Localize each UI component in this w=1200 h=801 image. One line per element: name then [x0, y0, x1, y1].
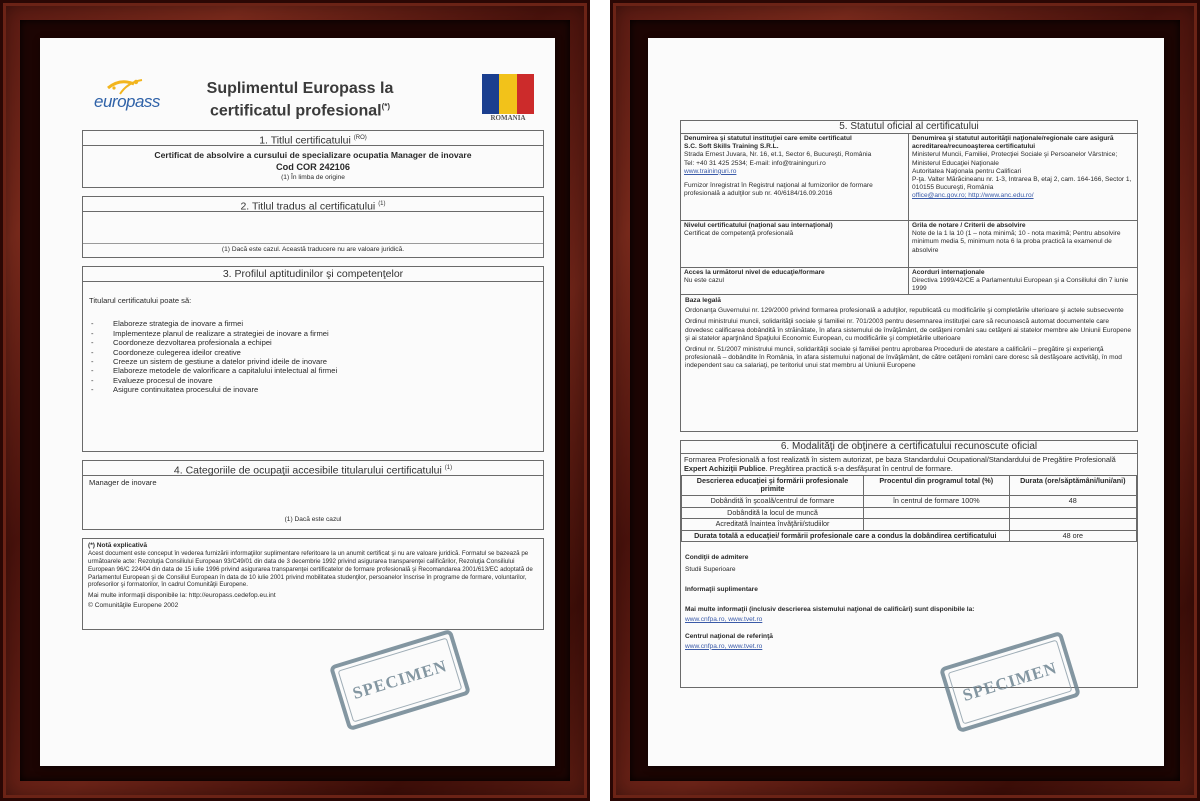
agreements-label: Acorduri internaţionale — [912, 269, 985, 276]
legal-item: Ordinul ministrului muncii, solidarităţii sociale şi familiei nr. 701/2003 pentru desemnarea instituţiei care să recunoască automat documentele care dovedesc calificarea dobândită în străinătate, în afara sistemului de învăţământ, de cetăţeni români sau cetăţeni ai statelor membre ale Uniunii Europene şi ai statelor aparţinând Spaţiului Economic European, cu modificările şi completările ulterioare — [685, 318, 1132, 342]
section-6-intro-bold: Expert Achiziţii Publice — [684, 464, 766, 474]
training-table — [681, 475, 1137, 543]
right-picture-frame — [610, 0, 1200, 801]
table-cell: Acreditată înaintea învăţării/studiilor — [682, 519, 864, 531]
table-cell: 48 — [1009, 496, 1136, 508]
authority-line: Autoritatea Naţionala pentru Calificari — [912, 167, 1022, 175]
legal-item: Ordinul nr. 51/2007 ministrului muncii, solidarităţii sociale şi familiei pentru aprobarea Procedurii de atestare a calificării – pregătire şi experienţă profesională – dobândite în România, în afara sistemului naţional de învăţământ, de către cetăţeni români care doresc să desfăşoare activităţi, în mod independent sau ca salariaţi, pe teritoriul unui stat membru al Uniunii Europene — [685, 346, 1122, 370]
level-cell — [681, 221, 909, 268]
issuer-name: S.C. Soft Skills Training S.R.L. — [684, 143, 779, 151]
table-row — [682, 519, 1137, 531]
certificate-title-line1: Certificat de absolvire a cursului de specializare ocupatia Manager de inovare — [154, 150, 472, 160]
table-cell — [1009, 519, 1136, 531]
occupation-value: Manager de inovare — [89, 478, 157, 487]
specimen-stamp — [329, 629, 471, 731]
list-item: - Elaboreze strategia de inovare a firmei — [83, 319, 543, 328]
table-cell — [864, 519, 1010, 531]
level-value: Certificat de competenţă profesională — [684, 230, 794, 238]
section-1-heading-text: 1. Titlul certificatului — [259, 134, 351, 147]
authority-cell — [909, 134, 1137, 221]
section-2-heading-text: 2. Titlul tradus al certificatului — [240, 200, 376, 213]
flag-stripe-blue — [482, 74, 499, 114]
section-4-heading — [83, 461, 543, 476]
section-5-box — [680, 120, 1138, 432]
section-2-body — [83, 212, 543, 243]
section-1-box — [82, 130, 544, 188]
specimen-stamp-text: SPECIMEN — [350, 656, 450, 703]
section-6-box — [680, 440, 1138, 688]
section-2-box — [82, 196, 544, 258]
list-item: - Asigure continuitatea procesului de inovare — [83, 385, 543, 394]
list-item: - Creeze un sistem de gestiune a datelor privind ideile de inovare — [83, 357, 543, 366]
table-header-row — [682, 475, 1137, 495]
legal-item: Ordonanţa Guvernului nr. 129/2000 privind formarea profesională a adulţilor, republicată cu modificările şi completările ulterioare şi actele subsecvente — [685, 307, 1124, 315]
more-info-label: Mai multe informaţii (inclusiv descrierea sistemului naţional de calificări) sunt disponibile la: — [685, 605, 975, 613]
table-header: Durata (ore/săptămâni/luni/ani) — [1009, 475, 1136, 495]
authority-label: Denumirea şi statutul autorităţii naţionale/regionale care asigură acreditarea/recunoaşterea certificatului — [912, 135, 1114, 151]
table-total-row — [682, 530, 1137, 542]
access-value: Nu este cazul — [684, 277, 724, 285]
note-title: (*) Notă explicativă — [88, 542, 147, 549]
section-6-intro-end: . Pregătirea practică s-a desfăşurat în centrul de formare. — [765, 464, 953, 474]
authority-line: Ministerul Muncii, Familiei, Protecţiei Sociale şi Persoanelor Vârstnice; — [912, 151, 1118, 159]
list-item: - Coordoneze culegerea ideilor creative — [83, 348, 543, 357]
list-item: - Implementeze planul de realizare a strategiei de inovare a firmei — [83, 329, 543, 338]
table-cell: în centrul de formare 100% — [864, 496, 1010, 508]
section-2-footnote: (1) Dacă este cazul. Această traducere nu are valoare juridică. — [83, 243, 543, 254]
authority-links[interactable]: office@anc.gov.ro; http://www.anc.edu.ro/ — [912, 192, 1034, 200]
page-title-text: Suplimentul Europass la certificatul profesional — [206, 80, 394, 120]
issuer-address: Strada Ernest Juvara, Nr. 16, et.1, Sector 6, Bucureşti, România — [684, 151, 872, 159]
section-1-heading — [83, 131, 543, 146]
left-picture-frame — [0, 0, 590, 801]
note-text: Acest document este conceput în vederea furnizării informaţiilor suplimentare referitoare la un anumit certificat şi nu are valoare juridică. Formatul se bazează pe următoarele acte: Rezoluţia Consiliului European 93/C49/01 din data de 3 decembrie 1992 privind asigurarea transparenţei calificărilor, Rezoluţia Consiliului European 96/C 224/04 din data de 15 iulie 1996 privind asigurarea transparenţei certificatelor de formare profesională şi Recomandarea 2001/613/EC adoptată de Parlamentul European şi de Consiliul European în data de 10 iulie 2001 privind mobilitatea studenţilor, persoanelor înscrise în programe de formare, voluntarilor, profesorilor şi formatorilor, în cadrul Comunităţii Europene. — [88, 550, 533, 589]
section-3-box — [82, 266, 544, 452]
explanatory-note-box — [82, 538, 544, 630]
section-5-grid — [681, 134, 1137, 295]
certificate-cor-code: Cod COR 242106 — [275, 162, 351, 172]
section-5-heading: 5. Statutul oficial al certificatului — [681, 121, 1137, 134]
flag-stripe-red — [517, 74, 534, 114]
grading-label: Grila de notare / Criterii de absolvire — [912, 222, 1026, 229]
reference-center-links[interactable]: www.cnfpa.ro, www.tvet.ro — [685, 642, 763, 650]
issuer-registration: Furnizor înregistrat în Registrul naţional al furnizorilor de formare profesională a adulţilor sub nr. 40/6184/16.09.2016 — [684, 182, 873, 198]
level-label: Nivelul certificatului (naţional sau internaţional) — [684, 222, 833, 229]
section-4-footnote: (1) Dacă este cazul — [284, 516, 342, 523]
romania-flag — [482, 74, 534, 114]
reference-center-label: Centrul naţional de referinţă — [685, 633, 773, 641]
table-total-label: Durata totală a educaţiei/ formării profesionale care a condus la dobândirea certificatului — [682, 530, 1010, 542]
grading-cell — [909, 221, 1137, 268]
section-6-intro — [681, 454, 1137, 475]
agreements-cell — [909, 268, 1137, 295]
section-4-box — [82, 460, 544, 530]
note-copyright: © Comunităţile Europene 2002 — [88, 602, 179, 610]
section-3-intro: Titularul certificatului poate să: — [89, 296, 192, 305]
section-2-heading — [83, 197, 543, 212]
section-3-heading: 3. Profilul aptitudinilor şi competenţelor — [83, 267, 543, 282]
table-header: Procentul din programul total (%) — [864, 475, 1010, 495]
table-row — [682, 507, 1137, 519]
table-cell: Dobândită în şcoală/centrul de formare — [682, 496, 864, 508]
section-4-heading-mark: (1) — [444, 465, 453, 471]
section-6-heading: 6. Modalităţi de obţinere a certificatului recunoscute oficial — [681, 441, 1137, 454]
access-label: Acces la următorul nivel de educaţie/formare — [684, 269, 825, 276]
skills-list — [83, 319, 543, 394]
certificate-page-2 — [648, 38, 1164, 766]
issuer-contact: Tel: +40 31 425 2534; E-mail: info@traininguri.ro — [684, 159, 826, 167]
page-title — [170, 80, 430, 120]
table-total-value: 48 ore — [1009, 530, 1136, 542]
specimen-stamp-text: SPECIMEN — [960, 658, 1060, 705]
authority-line: P-ţa. Valter Mărăcineanu nr. 1-3, Intrarea B, etaj 2, cam. 164-166, Sector 1, 010155 Bucureşti, România — [912, 176, 1132, 192]
issuer-website-link[interactable]: www.traininguri.ro — [684, 167, 737, 175]
legal-basis-label: Baza legală — [685, 297, 721, 304]
issuer-label: Denumirea şi statutul instituţiei care emite certificatul — [684, 135, 852, 142]
admission-label: Condiţii de admitere — [685, 554, 749, 562]
table-cell — [864, 507, 1010, 519]
table-row — [682, 496, 1137, 508]
europass-logo — [90, 76, 170, 114]
legal-basis — [681, 295, 1137, 373]
certificate-page-1 — [40, 38, 555, 766]
list-item: - Elaboreze metodele de valorificare a capitalului intelectual al firmei — [83, 366, 543, 375]
section-4-heading-text: 4. Categoriile de ocupaţii accesibile titularului certificatului — [173, 464, 442, 477]
grading-value: Note de la 1 la 10 (1 – nota minimă; 10 - nota maximă; Pentru absolvire minimum media 5, minimum nota 6 la proba practică la examenul de absolvire — [912, 230, 1121, 254]
issuer-cell — [681, 134, 909, 221]
section-6-extra — [681, 554, 1137, 650]
section-1-heading-mark: (RO) — [353, 135, 367, 141]
europass-wordmark: europass — [94, 92, 160, 111]
table-header: Descrierea educaţiei şi formării profesionale primite — [682, 475, 864, 495]
section-1-footnote: (1) În limba de origine — [281, 174, 345, 181]
table-cell: Dobândită la locul de muncă — [682, 507, 864, 519]
section-2-heading-mark: (1) — [378, 201, 386, 207]
note-more-info: Mai multe informaţii disponibile la: http://europass.cedefop.eu.int — [88, 592, 276, 600]
list-item: - Coordoneze dezvoltarea profesionala a echipei — [83, 338, 543, 347]
more-info-links[interactable]: www.cnfpa.ro, www.tvet.ro — [685, 616, 763, 624]
agreements-value: Directiva 1999/42/CE a Parlamentului European şi a Consiliului din 7 iunie 1999 — [912, 277, 1129, 293]
admission-value: Studii Superioare — [685, 565, 736, 573]
access-cell — [681, 268, 909, 295]
extra-info-label: Informaţii suplimentare — [685, 585, 758, 593]
flag-stripe-yellow — [499, 74, 516, 114]
list-item: - Evalueze procesul de inovare — [83, 376, 543, 385]
page-title-mark: (*) — [381, 102, 391, 111]
section-6-intro-text: Formarea Profesională a fost realizată în sistem autorizat, pe baza Standardului Ocupational/Standardului de Pregătire Profesională — [684, 455, 1116, 464]
table-cell — [1009, 507, 1136, 519]
flag-label: ROMANIA — [490, 114, 526, 122]
authority-line: Ministerul Educaţiei Naţionale — [912, 159, 999, 167]
